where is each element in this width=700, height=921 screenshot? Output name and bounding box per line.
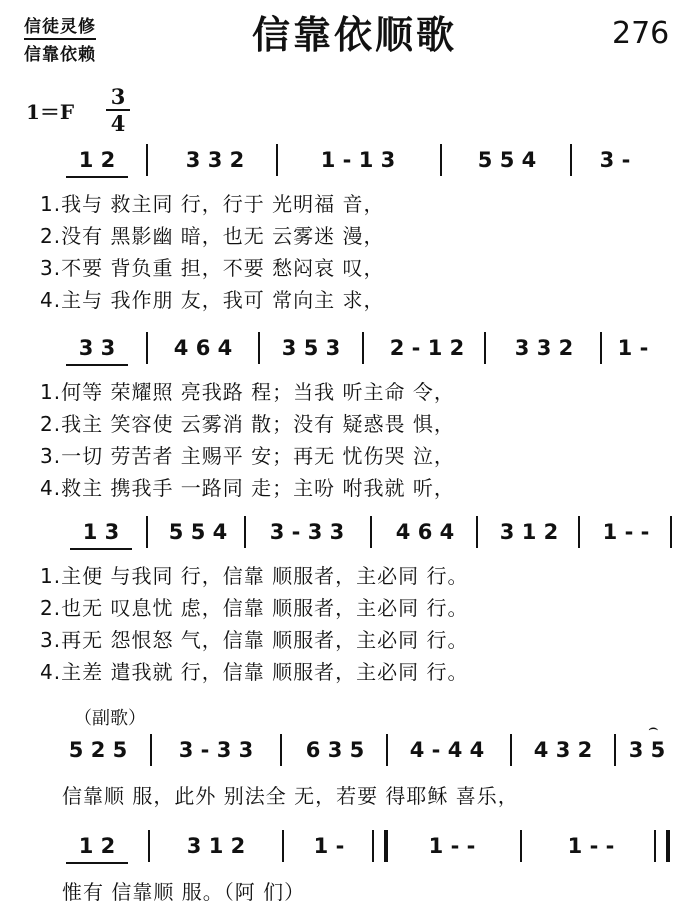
measure: 2 - 1 2 <box>389 336 465 360</box>
barline <box>476 516 478 548</box>
measure: 6 3 5 <box>305 738 365 762</box>
measure: 4 3 2 <box>533 738 593 762</box>
measure: 1 2 <box>62 148 132 174</box>
barline <box>386 734 388 766</box>
hymn-number: 276 <box>612 16 670 51</box>
barline <box>570 144 572 176</box>
measure: 3 - 3 3 <box>269 520 345 544</box>
measure: 3 3 2 <box>514 336 574 360</box>
lyric-line: 4.主与 我作朋 友，我可 常向主 求， <box>40 288 385 312</box>
measure: 4 6 4 <box>173 336 233 360</box>
barline <box>600 332 602 364</box>
barline <box>510 734 512 766</box>
barline <box>258 332 260 364</box>
measure: 3 3 2 <box>185 148 245 172</box>
measure: 1 - <box>313 834 345 858</box>
measure: 4 - 4 4 <box>409 738 485 762</box>
hymn-title: 信靠依顺歌 <box>252 12 458 57</box>
time-signature <box>106 84 130 136</box>
system-2-notes <box>0 336 700 362</box>
measure: 3 - <box>599 148 631 172</box>
measure: 3 5 3 <box>281 336 341 360</box>
lyric-line: 信靠顺 服，此外 别法全 无，若要 得耶稣 喜乐， <box>62 784 519 808</box>
lyric-line: 3.不要 背负重 担，不要 愁闷哀 叹， <box>40 256 385 280</box>
measure: 3 5 <box>628 738 666 762</box>
lyric-line: 2.也无 叹息忧 虑，信靠 顺服者，主必同 行。 <box>40 596 469 620</box>
lyric-line: 2.没有 黑影幽 暗，也无 云雾迷 漫， <box>40 224 385 248</box>
barline <box>280 734 282 766</box>
measure: 1 - - <box>567 834 615 858</box>
measure: 1 2 <box>62 834 132 860</box>
measure: 3 3 <box>62 336 132 362</box>
lyric-line: 2.我主 笑容使 云雾消 散；没有 疑惑畏 惧， <box>40 412 455 436</box>
double-barline <box>372 830 388 862</box>
barline <box>440 144 442 176</box>
barline <box>146 516 148 548</box>
measure: 1 - 1 3 <box>320 148 396 172</box>
barline <box>578 516 580 548</box>
measure: 4 6 4 <box>395 520 455 544</box>
key-signature: 1＝F <box>26 100 75 124</box>
barline <box>614 734 616 766</box>
barline <box>244 516 246 548</box>
measure: 3 1 2 <box>186 834 246 858</box>
category-label: 信徒灵修 <box>24 12 96 40</box>
system-5-notes <box>0 834 700 860</box>
measure: 5 5 4 <box>168 520 228 544</box>
measure: 5 5 4 <box>477 148 537 172</box>
measure: 1 - <box>617 336 649 360</box>
lyric-line: 4.主差 遣我就 行，信靠 顺服者，主必同 行。 <box>40 660 469 684</box>
final-barline <box>654 830 670 862</box>
barline <box>276 144 278 176</box>
lyric-line: 1.主便 与我同 行，信靠 顺服者，主必同 行。 <box>40 564 469 588</box>
time-signature-bottom: 4 <box>110 111 126 136</box>
measure: 1 - - <box>428 834 476 858</box>
barline <box>148 830 150 862</box>
lyric-line: 3.再无 怨恨怒 气，信靠 顺服者，主必同 行。 <box>40 628 469 652</box>
chorus-label: （副歌） <box>74 708 146 729</box>
lyric-line: 1.我与 救主同 行，行于 光明福 音， <box>40 192 385 216</box>
system-3-notes <box>0 520 700 546</box>
fermata-icon: ⌢ <box>648 718 659 737</box>
time-signature-top: 3 <box>106 84 130 111</box>
barline <box>520 830 522 862</box>
system-4-notes <box>0 738 700 764</box>
subcategory-label: 信靠依赖 <box>24 45 96 65</box>
barline <box>146 144 148 176</box>
lyric-line: 1.何等 荣耀照 亮我路 程；当我 听主命 令， <box>40 380 455 404</box>
lyric-line: 3.一切 劳苦者 主赐平 安；再无 忧伤哭 泣， <box>40 444 455 468</box>
barline <box>370 516 372 548</box>
measure: 3 1 2 <box>499 520 559 544</box>
lyric-line: 惟有 信靠顺 服。（阿 们） <box>62 880 306 904</box>
system-1-notes <box>0 148 700 174</box>
measure: 5 2 5 <box>68 738 128 762</box>
measure: 1 3 <box>66 520 136 546</box>
barline <box>146 332 148 364</box>
barline <box>150 734 152 766</box>
barline <box>282 830 284 862</box>
barline <box>362 332 364 364</box>
barline <box>484 332 486 364</box>
barline <box>670 516 672 548</box>
measure: 1 - - <box>602 520 650 544</box>
measure: 3 - 3 3 <box>178 738 254 762</box>
lyric-line: 4.救主 携我手 一路同 走；主吩 咐我就 听， <box>40 476 455 500</box>
